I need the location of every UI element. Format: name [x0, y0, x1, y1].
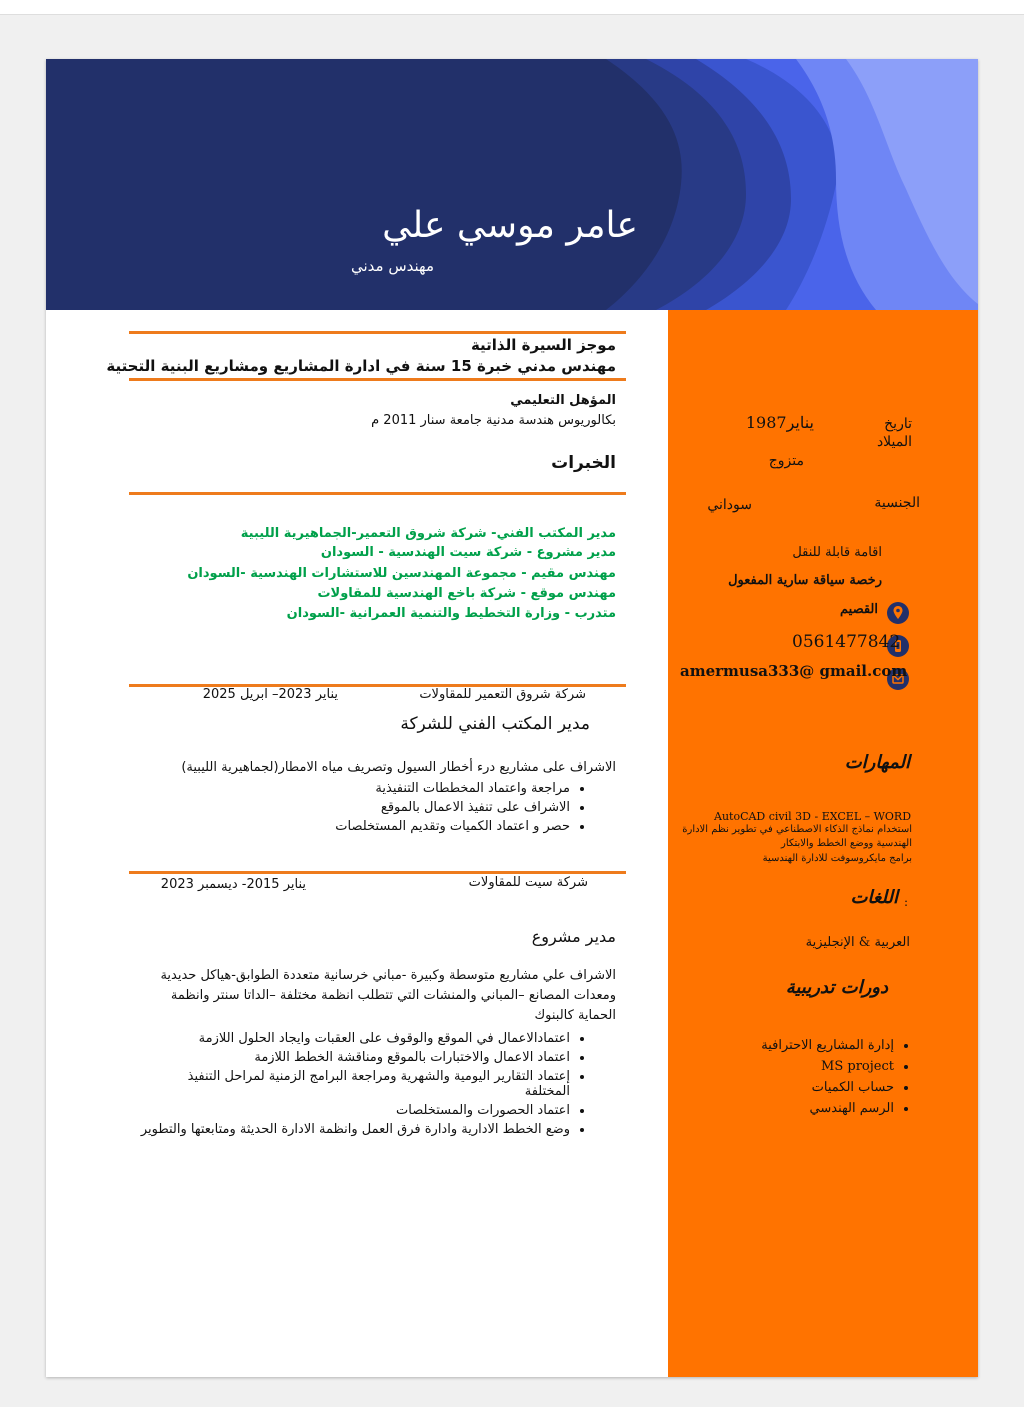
- course-item: • حساب الكميات: [761, 1080, 894, 1095]
- nationality-label: الجنسية: [874, 495, 920, 511]
- candidate-job-title: مهندس مدني: [350, 257, 434, 275]
- job-task: • مراجعة واعتماد المخططات التنفيذية: [90, 781, 570, 796]
- experience-summary-item: مدير مشروع - شركة سيت الهندسية - السودان: [320, 545, 616, 560]
- driving-license: رخصة سياقة سارية المفعول: [728, 573, 882, 588]
- courses-heading: دورات تدريبية: [785, 977, 888, 998]
- experience-summary-item: مهندس مقيم - مجموعة المهندسين للاستشارات الهندسية -السودان: [187, 566, 616, 581]
- email-address[interactable]: amermusa333@ gmail.com: [680, 662, 908, 680]
- job-task-list: [140, 1031, 616, 1141]
- skills-heading: المهارات: [844, 752, 910, 773]
- languages-heading: اللغات: [850, 887, 898, 908]
- divider-line: [129, 331, 626, 334]
- dob-value: يناير1987: [745, 413, 814, 432]
- experience-summary-item: مدير المكتب الفني- شركة شروق التعمير-الجماهيرية الليبية: [240, 526, 616, 541]
- course-item: • الرسم الهندسي: [761, 1101, 894, 1116]
- job-intro-line: الاشراف علي مشاريع متوسطة وكبيرة -مباني خرسانية متعددة الطوابق-هياكل حديدية: [160, 968, 616, 983]
- education-text: بكالوريوس هندسة مدنية جامعة سنار 2011 م: [371, 413, 616, 428]
- job-period-text: يناير 2023– ابريل 2025: [202, 687, 338, 702]
- languages-colon: :: [903, 895, 908, 909]
- job-task-list: [90, 781, 616, 838]
- phone-number[interactable]: 0561477842: [792, 632, 901, 652]
- skills-line: استخدام نماذج الذكاء الاصطناعي في تطوير نظم الادارة: [682, 824, 912, 835]
- job-task: • اعتماد الاعمال والاختبارات بالموقع ومناقشة الخطط اللازمة: [140, 1050, 570, 1065]
- job-task: • اعتمادالاعمال في الموقع والوقوف على العقبات وايجاد الحلول اللازمة: [140, 1031, 570, 1046]
- experience-heading: الخبرات: [551, 453, 616, 473]
- skills-line: برامج مايكروسوفت للادارة الهندسية: [762, 853, 912, 864]
- languages-text: العربية & الإنجليزية: [805, 935, 910, 950]
- job-company: شركة شروق التعمير للمقاولات: [419, 687, 586, 702]
- cv-page: [46, 59, 978, 1377]
- job-role: مدير مشروع: [531, 927, 616, 946]
- experience-summary-item: متدرب - وزارة التخطيط والتنمية العمرانية -السودان: [286, 606, 616, 621]
- experience-summary-item: مهندس موقع - شركة باخع الهندسية للمقاولات: [317, 586, 616, 601]
- location-pin-icon: [887, 602, 909, 624]
- dob-label: تاريخ الميلاد: [876, 416, 912, 450]
- course-item: • MS project: [761, 1059, 894, 1074]
- marital-status: متزوج: [768, 453, 804, 469]
- job-task: • وضع الخطط الادارية وادارة فرق العمل وانظمة الادارة الحديثة ومتابعتها والتطوير: [140, 1122, 570, 1137]
- divider-line: [129, 492, 626, 495]
- job-company: شركة سيت للمقاولات: [468, 875, 588, 890]
- divider-line: [129, 871, 626, 874]
- cv-header: [46, 59, 978, 310]
- job-task: • اعتماد الحصورات والمستخلصات: [140, 1103, 570, 1118]
- location-text: القصيم: [840, 602, 878, 617]
- skills-line: الهندسية ووضع الخطط والابتكار: [781, 838, 912, 849]
- job-intro: الاشراف على مشاريع درء أخطار السيول وتصريف مياه الامطار(لجماهيرية الليبية): [181, 760, 616, 775]
- job-task: • إعتماد التقارير اليومية والشهرية ومراجعة البرامج الزمنية لمراحل التنفيذ المختلفة: [140, 1069, 570, 1099]
- job-task: • الاشراف على تنفيذ الاعمال بالموقع: [90, 800, 570, 815]
- education-heading: المؤهل التعليمي: [510, 393, 616, 408]
- job-task: • حصر و اعتماد الكميات وتقديم المستخلصات: [90, 819, 570, 834]
- job-intro-line: الحماية كالبنوك: [534, 1008, 616, 1023]
- divider-line: [129, 378, 626, 381]
- header-wave-decoration: [46, 59, 978, 310]
- job-role: مدير المكتب الفني للشركة: [400, 714, 590, 734]
- residency-status: اقامة قابلة للنقل: [792, 545, 882, 560]
- course-item: • إدارة المشاريع الاحترافية: [761, 1038, 894, 1053]
- courses-list: [761, 1038, 912, 1122]
- viewer-top-bar: [0, 0, 1024, 15]
- skills-software: AutoCAD civil 3D - EXCEL – WORD: [714, 810, 912, 823]
- summary-text: مهندس مدني خبرة 15 سنة في ادارة المشاريع ومشاريع البنية التحتية: [106, 357, 616, 375]
- summary-heading: موجز السيرة الذاتية: [470, 336, 616, 354]
- job-intro-line: ومعدات المصانع –المباني والمنشات التي تتطلب انظمة مختلفة –الداتا سنتر وانظمة: [170, 988, 616, 1003]
- candidate-name: عامر موسي علي: [382, 205, 638, 246]
- job-period: يناير 2015- ديسمبر 2023: [160, 877, 306, 892]
- nationality-value: سوداني: [707, 497, 752, 513]
- job-period: [203, 687, 338, 702]
